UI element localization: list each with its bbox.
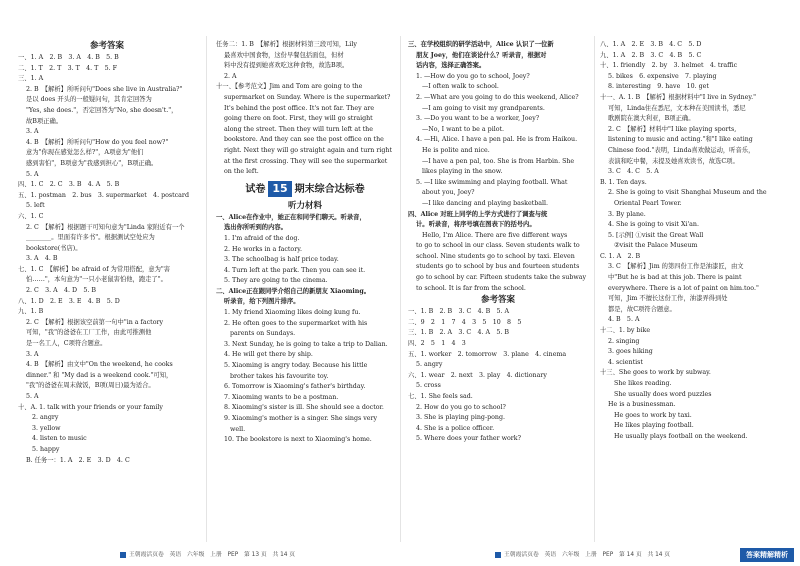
answer-line: He is a businessman. xyxy=(608,401,676,409)
footer-right-text: 王朝霞活页卷 英语 六年级 上册 PEP 第 14 页 共 14 页 xyxy=(504,552,671,558)
answer-line: 一、1. A 2. B 3. A 4. B 5. B xyxy=(18,54,119,61)
answer-line: dinner." 和 "My dad is a weekend cook."可知， xyxy=(26,371,173,379)
answer-line: 十一、【参考范文】Jim and Tom are going to the xyxy=(216,83,363,91)
answer-line: 八、1. A 2. E 3. B 4. C 5. D xyxy=(600,41,702,48)
section-heading: 参考答案 xyxy=(89,41,124,51)
answer-line: 4. B 【解析】所听问句"How do you feel now?" xyxy=(26,138,169,146)
answer-line: 三、1. A xyxy=(18,75,44,83)
answer-line: 六、1. wear 2. next 3. play 4. dictionary xyxy=(408,371,547,379)
answer-line: 5. bikes 6. expensive 7. playing xyxy=(608,72,717,80)
answer-line: likes playing in the snow. xyxy=(422,168,503,176)
answer-line: 是以 does 开头的一般疑问句，其肯定回答为 xyxy=(26,96,152,104)
answer-line: 三、在学校组织的研学活动中，Alice 认识了一位新 xyxy=(408,41,554,48)
answer-line: 料中没有提到她喜欢吃这种食物，故选B项。 xyxy=(224,62,349,70)
answer-line: bookstore. And they can see the post office on the xyxy=(224,136,384,144)
publisher-logo-icon xyxy=(495,552,501,558)
answer-line: 中"But he is bad at this job. There is paint xyxy=(608,274,742,282)
answer-line: Chinese food."表明，Linda喜欢做运动，听音乐， xyxy=(608,146,755,154)
answer-line: 5. Xiaoming is angry today. Because his little xyxy=(224,362,368,370)
answer-line: parents on Sundays. xyxy=(230,330,296,338)
answer-line: going there on foot. First, they will go straight xyxy=(224,115,373,123)
answer-line: Hello, I'm Alice. There are five different ways xyxy=(422,231,568,239)
answer-line: 2. singing xyxy=(608,337,640,345)
answer-line: 五、1. worker 2. tomorrow 3. plane 4. cinema xyxy=(408,350,567,358)
answer-line: 2. A xyxy=(224,72,237,80)
answer-line: at the first crossing. They will see the supermarket xyxy=(224,157,388,165)
answer-line: 故B项正确。 xyxy=(26,117,63,125)
answer-line: 5. Where does your father work? xyxy=(416,435,521,443)
footer-left xyxy=(120,549,295,558)
answer-line: 3. By plane. xyxy=(608,210,646,218)
answer-line: 3. She is playing ping-pong. xyxy=(416,414,505,422)
answer-line: 一、Alice在作业中，她正在和同学们聊天。听录音， xyxy=(216,213,366,221)
answer-line: along the street. Then they will turn left at the xyxy=(224,125,373,133)
answer-line: 六、1. C xyxy=(18,212,44,220)
answer-line: 五、1. postman 2. bus 3. supermarket 4. postcard xyxy=(18,191,189,199)
exam-number-badge: 15 xyxy=(268,181,291,197)
answer-line: 可知，"我"的爸爸在工厂工作，由此可推测他 xyxy=(26,329,152,337)
answer-line: 2. How do you go to school? xyxy=(416,403,506,411)
section-heading: 听力材料 xyxy=(287,200,322,211)
answer-line: everywhere. There is a lot of paint on him.too." xyxy=(608,284,759,292)
column-4 xyxy=(600,40,784,443)
answer-line: —I am going to visit my grandparents. xyxy=(422,104,545,112)
answer-line: B. 任务一：1. A 2. E 3. D 4. C xyxy=(26,456,130,464)
answer-line: He is polite and nice. xyxy=(422,146,490,154)
answer-line: 四、1. C 2. C 3. B 4. A 5. B xyxy=(18,181,120,189)
answer-line: on the left. xyxy=(224,168,259,176)
answer-line: school. Nine students go to school by taxi. Eleven xyxy=(416,252,575,260)
answer-line: —I often walk to school. xyxy=(422,83,499,91)
answer-line: 3. yellow xyxy=(32,424,61,432)
answer-line: 6. Tomorrow is Xiaoming's father's birthday. xyxy=(224,383,366,391)
answer-line: listening to music and acting."和"I like eating xyxy=(608,136,753,144)
answer-line: 话内容，选择正确答案。 xyxy=(416,62,486,70)
answer-line: —I have a pen pal, too. She is from Harbin. She xyxy=(422,157,575,165)
answer-line: 朋友 Joey，他们在谈论什么？听录音，根据对 xyxy=(416,51,547,59)
answer-line: 二、Alice正在跟同学介绍自己的新朋友 Xiaoming。 xyxy=(216,287,371,295)
answer-line: He usually plays football on the weekend. xyxy=(614,432,748,440)
answer-line: 听录音，给下列图片排序。 xyxy=(224,298,300,306)
answer-line: 8. interesting 9. have 10. get xyxy=(608,83,709,91)
answer-line: 选出你所听到的内容。 xyxy=(224,224,287,232)
answer-line: 3. A xyxy=(26,350,39,358)
exam-title xyxy=(216,181,394,198)
answer-line: 可知，Linda住在悉尼，文本种在美国读书，悉尼 xyxy=(608,104,746,112)
answer-line: 十二、1. by bike xyxy=(600,327,651,335)
answer-line: 7. Xiaoming wants to be a postman. xyxy=(224,393,339,401)
answer-line: 3. Next Sunday, he is going to take a trip to Dalian. xyxy=(224,340,388,348)
answer-line: 计。听录音，将序号填在图表下的括号内。 xyxy=(416,221,536,229)
answer-line: 9. Xiaoming's mother is a singer. She sings very xyxy=(224,415,378,422)
answer-line: 2. C 【解析】材料中"I like playing sports, xyxy=(608,125,737,133)
answer-badge: 答案精解精析 xyxy=(740,548,794,562)
answer-line: 3. The schoolbag is half price today. xyxy=(224,256,339,264)
answer-line: 八、1. D 2. E 3. E 4. B 5. D xyxy=(18,297,120,305)
answer-line: 2. She is going to visit Shanghai Museum and the xyxy=(608,189,767,197)
answer-line: 二、9 2 1 7 4 3 5 10 8 5 xyxy=(408,318,522,326)
answer-line: 4. scientist xyxy=(608,358,643,366)
answer-line: 5. left xyxy=(26,202,45,210)
column-divider xyxy=(594,36,595,542)
answer-line: 5. —I like swimming and playing football. What xyxy=(416,178,568,186)
answer-line: —I like dancing and playing basketball. xyxy=(422,199,549,207)
answer-line: 2. He works in a factory. xyxy=(224,245,302,253)
answer-line: 5. [示例] ①visit the Great Wall xyxy=(608,231,704,239)
answer-line: 怕……"，本句意为"一只小老鼠害怕他，跑走了"。 xyxy=(26,276,167,284)
answer-line: students go to school by bus and fourteen students xyxy=(416,263,580,271)
answer-line: 5. cross xyxy=(416,382,441,390)
answer-line: 歌剧院在澳大利亚，B项正确。 xyxy=(608,115,695,123)
answer-line: —No, I want to be a pilot. xyxy=(422,125,505,133)
answer-line: 2. C 【解析】根据该空前第一句中"in a factory xyxy=(26,318,164,326)
answer-line: 七、1. She feels sad. xyxy=(408,393,473,400)
answer-line: to school. It is far from the school. xyxy=(416,284,526,292)
answer-line: 3. A 4. B xyxy=(26,255,58,263)
answer-line: 四、2 5 1 4 3 xyxy=(408,340,466,348)
footer-left-text: 王朝霞活页卷 英语 六年级 上册 PEP 第 13 页 共 14 页 xyxy=(129,552,296,558)
answer-line: 4. B 【解析】由文中"On the weekend, he cooks xyxy=(26,361,173,369)
exam-title-suffix: 期末综合达标卷 xyxy=(294,183,365,195)
footer-right xyxy=(495,549,670,558)
answer-line: 二、1. T 2. T 3. T 4. T 5. F xyxy=(18,64,117,72)
answer-line: 十、1. friendly 2. by 3. helmet 4. traffic xyxy=(600,62,738,70)
answer-line: 1. I'm afraid of the dog. xyxy=(224,234,300,242)
answer-line: Oriental Pearl Tower. xyxy=(614,199,682,207)
answer-line: 2. B 【解析】所听问句"Does she live in Australia?" xyxy=(26,85,183,93)
answer-line: bookstore(书店)。 xyxy=(26,244,82,252)
answer-line: 七、1. C 【解析】be afraid of 为常用搭配，意为"害 xyxy=(18,265,171,273)
answer-line: go to school by car. Fifteen students take the subway xyxy=(416,274,587,282)
answer-line: 表演和吃中餐，未提及她喜欢读书，故选C项。 xyxy=(608,157,739,165)
answer-line: "Yes, she does."，否定回答为"No, she doesn't."， xyxy=(26,106,178,114)
answer-line: 一、1. B 2. B 3. C 4. B 5. A xyxy=(408,308,510,316)
answer-line: 十、A. 1. talk with your friends or your family xyxy=(18,403,163,411)
answer-line: 1. My friend Xiaoming likes doing kung fu. xyxy=(224,309,361,317)
answer-line: 5. A xyxy=(26,393,39,400)
answer-line: 4. B 5. A xyxy=(608,316,640,324)
answer-line: B. 1. Ten days. xyxy=(600,178,647,186)
answer-line: "我"的爸爸在周末做饭，B项(周日)最为适合。 xyxy=(26,382,155,390)
answer-line: She likes reading. xyxy=(614,380,672,387)
answer-line: C. 1. A 2. B xyxy=(600,252,641,260)
answer-line: 1. —How do you go to school, Joey? xyxy=(416,72,530,80)
answer-line: well. xyxy=(230,425,246,433)
answer-line: 5. A xyxy=(26,170,39,178)
page-divider xyxy=(400,36,401,542)
answer-line: He goes to work by taxi. xyxy=(614,411,692,419)
answer-line: 可知，Jim 不擅长这份工作，油漆弄得到处 xyxy=(608,295,728,303)
answer-line: 5. They are going to the cinema. xyxy=(224,277,328,285)
answer-line: 3. A xyxy=(26,128,39,136)
answer-line: 4. Turn left at the park. Then you can see it. xyxy=(224,266,366,274)
answer-line: about you, Joey? xyxy=(422,189,475,197)
answer-line: 2. —What are you going to do this weekend, Alice? xyxy=(416,93,579,101)
answer-line: 4. He will get there by ship. xyxy=(224,351,313,359)
answer-line: 都是，故C项符合题意。 xyxy=(608,305,676,313)
answer-line: brother takes his favourite toy. xyxy=(230,372,329,380)
answer-line: 是一名工人，C项符合题意。 xyxy=(26,340,107,348)
answer-line: He likes playing football. xyxy=(614,422,694,430)
answer-line: It's behind the post office. It's not far. They are xyxy=(224,104,375,112)
answer-line: to go to school in our class. Seven students walk to xyxy=(416,242,580,250)
answer-line: 3. goes hiking xyxy=(608,348,653,356)
answer-line: 十一、A. 1. B 【解析】根据材料中"I live in Sydney." xyxy=(600,93,756,101)
answer-line: 九、1. A 2. B 3. C 4. B 5. C xyxy=(600,51,702,59)
answer-line: 最喜欢中国食物，这份早餐包括面包，但材 xyxy=(224,51,344,59)
answer-line: 3. —Do you want to be a worker, Joey? xyxy=(416,115,540,123)
column-1 xyxy=(18,40,196,466)
answer-line: 任务二：1. B 【解析】根据材料第三段可知，Lily xyxy=(216,41,357,48)
answer-line: 5. happy xyxy=(32,445,60,453)
answer-line: ________。里面有许多书"。根据测试空处应为 xyxy=(26,234,155,242)
answer-line: right. Next they will go straight again and turn right xyxy=(224,146,392,154)
answer-line: 4. —Hi, Alice. I have a pen pal. He is from Haikou. xyxy=(416,136,578,144)
answer-line: 4. listen to music xyxy=(32,435,87,443)
answer-line: 十三、She goes to work by subway. xyxy=(600,369,711,377)
section-heading: 参考答案 xyxy=(480,295,515,306)
column-2 xyxy=(216,40,394,446)
answer-line: 意为"你现在感觉怎么样?"，A项意为"他们 xyxy=(26,149,144,157)
answer-line: 3. C 4. C 5. A xyxy=(608,168,659,176)
answer-line: 三、1. B 2. A 3. C 4. A 5. B xyxy=(408,329,509,337)
column-3 xyxy=(408,40,588,445)
answer-line: 2. C 【解析】根据题干可知句意为"Linda 家附近有一个 xyxy=(26,223,185,231)
answer-line: 5. angry xyxy=(416,361,443,369)
answer-line: 2. angry xyxy=(32,414,59,422)
exam-title-prefix: 试卷 xyxy=(245,183,266,195)
answer-line: 3. C 【解析】Jim 的第四份工作是油漆匠，由文 xyxy=(608,263,744,271)
answer-line: 4. She is going to visit Xi'an. xyxy=(608,221,699,229)
answer-line: 九、1. B xyxy=(18,308,44,316)
answer-line: 10. The bookstore is next to Xiaoming's home. xyxy=(224,436,372,444)
answer-line: ②visit the Palace Museum xyxy=(614,242,698,250)
column-divider xyxy=(206,36,207,542)
answer-line: supermarket on Sunday. Where is the supermarket? xyxy=(224,93,391,101)
answer-line: 感到害怕"，B项意为"我感到担心"，B项正确。 xyxy=(26,159,158,167)
answer-line: 2. He often goes to the supermarket with his xyxy=(224,319,368,327)
answer-line: 四、Alice 对班上同学的上学方式进行了调查与统 xyxy=(408,210,548,218)
publisher-logo-icon xyxy=(120,552,126,558)
answer-line: 2. C 3. A 4. D 5. B xyxy=(26,287,96,295)
answer-line: 4. She is a police officer. xyxy=(416,424,495,432)
answer-line: She usually does word puzzles xyxy=(614,390,712,398)
answer-line: 8. Xiaoming's sister is ill. She should see a doctor. xyxy=(224,404,384,412)
